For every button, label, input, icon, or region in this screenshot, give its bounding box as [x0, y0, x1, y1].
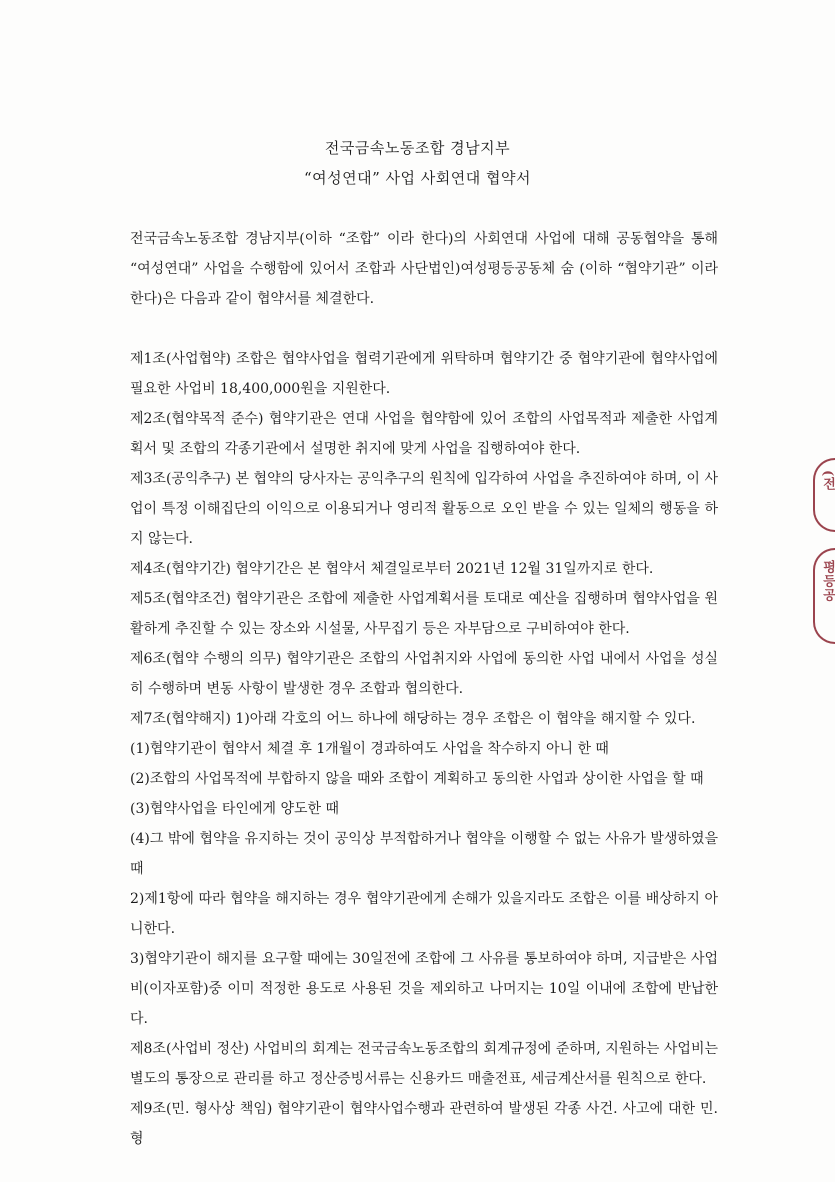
- article-7: 제7조(협약해지) 1)아래 각호의 어느 하나에 해당하는 경우 조합은 이 협약을 해지할 수 있다.: [130, 711, 696, 727]
- title-line-1: 전국금속노동조합 경남지부: [324, 139, 511, 157]
- seal-stamp-bottom-text: 평등공: [820, 560, 835, 602]
- article-7-clause-2: 2)제1항에 따라 협약을 해지하는 경우 협약기관에게 손해가 있을지라도 조합은 이를 배상하지 아니한다.: [130, 891, 718, 937]
- article-5: 제5조(협약조건) 협약기관은 조합에 제출한 사업계획서를 토대로 예산을 집행하며 협약사업을 원활하게 추진할 수 있는 장소와 시설물, 사무집기 등은 자부담으로 구비하여야 한다.: [130, 591, 718, 637]
- article-8: 제8조(사업비 정산) 사업비의 회계는 전국금속노동조합의 회계규정에 준하며, 지원하는 사업비는 별도의 통장으로 관리를 하고 정산증빙서류는 신용카드 매출전표, 세금계산서를 원칙으로 한다.: [130, 1041, 718, 1087]
- title-line-2: “여성연대” 사업 사회연대 협약서: [303, 169, 531, 187]
- document-body: [130, 224, 718, 1154]
- article-6: 제6조(협약 수행의 의무) 협약기관은 조합의 사업취지와 사업에 동의한 사업 내에서 사업을 성실히 수행하며 변동 사항이 발생한 경우 조합과 협의한다.: [130, 651, 718, 697]
- article-3: 제3조(공익추구) 본 협약의 당사자는 공익추구의 원칙에 입각하여 사업을 추진하여야 하며, 이 사업이 특정 이해집단의 이익으로 이용되거나 영리적 활동으로 오인 받을 수 있는 일체의 행동을 하지 않는다.: [130, 471, 718, 547]
- seal-stamp-bottom: [813, 548, 835, 644]
- document-title: [0, 133, 835, 193]
- article-7-item-2: (2)조합의 사업목적에 부합하지 않을 때와 조합이 계획하고 동의한 사업과 상이한 사업을 할 때: [130, 771, 704, 787]
- seal-stamp-top-text: (전: [820, 470, 835, 492]
- article-7-item-3: (3)협약사업을 타인에게 양도한 때: [130, 801, 339, 817]
- intro-paragraph: 전국금속노동조합 경남지부(이하 “조합” 이라 한다)의 사회연대 사업에 대해 공동협약을 통해 “여성연대” 사업을 수행함에 있어서 조합과 사단법인)여성평등공동체 숨 (이하 “협약기관” 이라 한다)은 다음과 같이 협약서를 체결한다.: [130, 231, 718, 307]
- article-7-clause-3: 3)협약기관이 해지를 요구할 때에는 30일전에 조합에 그 사유를 통보하여야 하며, 지급받은 사업비(이자포함)중 이미 적정한 용도로 사용된 것을 제외하고 나머지는 10일 이내에 조합에 반납한다.: [130, 951, 718, 1027]
- article-1: 제1조(사업협약) 조합은 협약사업을 협력기관에게 위탁하며 협약기간 중 협약기관에 협약사업에 필요한 사업비 18,400,000원을 지원한다.: [130, 351, 718, 397]
- article-7-item-4: (4)그 밖에 협약을 유지하는 것이 공익상 부적합하거나 협약을 이행할 수 없는 사유가 발생하였을 때: [130, 831, 718, 877]
- article-4: 제4조(협약기간) 협약기간은 본 협약서 체결일로부터 2021년 12월 31일까지로 한다.: [130, 561, 654, 577]
- article-7-item-1: (1)협약기관이 협약서 체결 후 1개월이 경과하여도 사업을 착수하지 아니 한 때: [130, 741, 609, 757]
- seal-stamp-top: [813, 458, 835, 532]
- article-9: 제9조(민. 형사상 책임) 협약기관이 협약사업수행과 관련하여 발생된 각종 사건. 사고에 대한 민. 형: [130, 1101, 718, 1147]
- article-2: 제2조(협약목적 준수) 협약기관은 연대 사업을 협약함에 있어 조합의 사업목적과 제출한 사업계획서 및 조합의 각종기관에서 설명한 취지에 맞게 사업을 집행하여야 한다.: [130, 411, 718, 457]
